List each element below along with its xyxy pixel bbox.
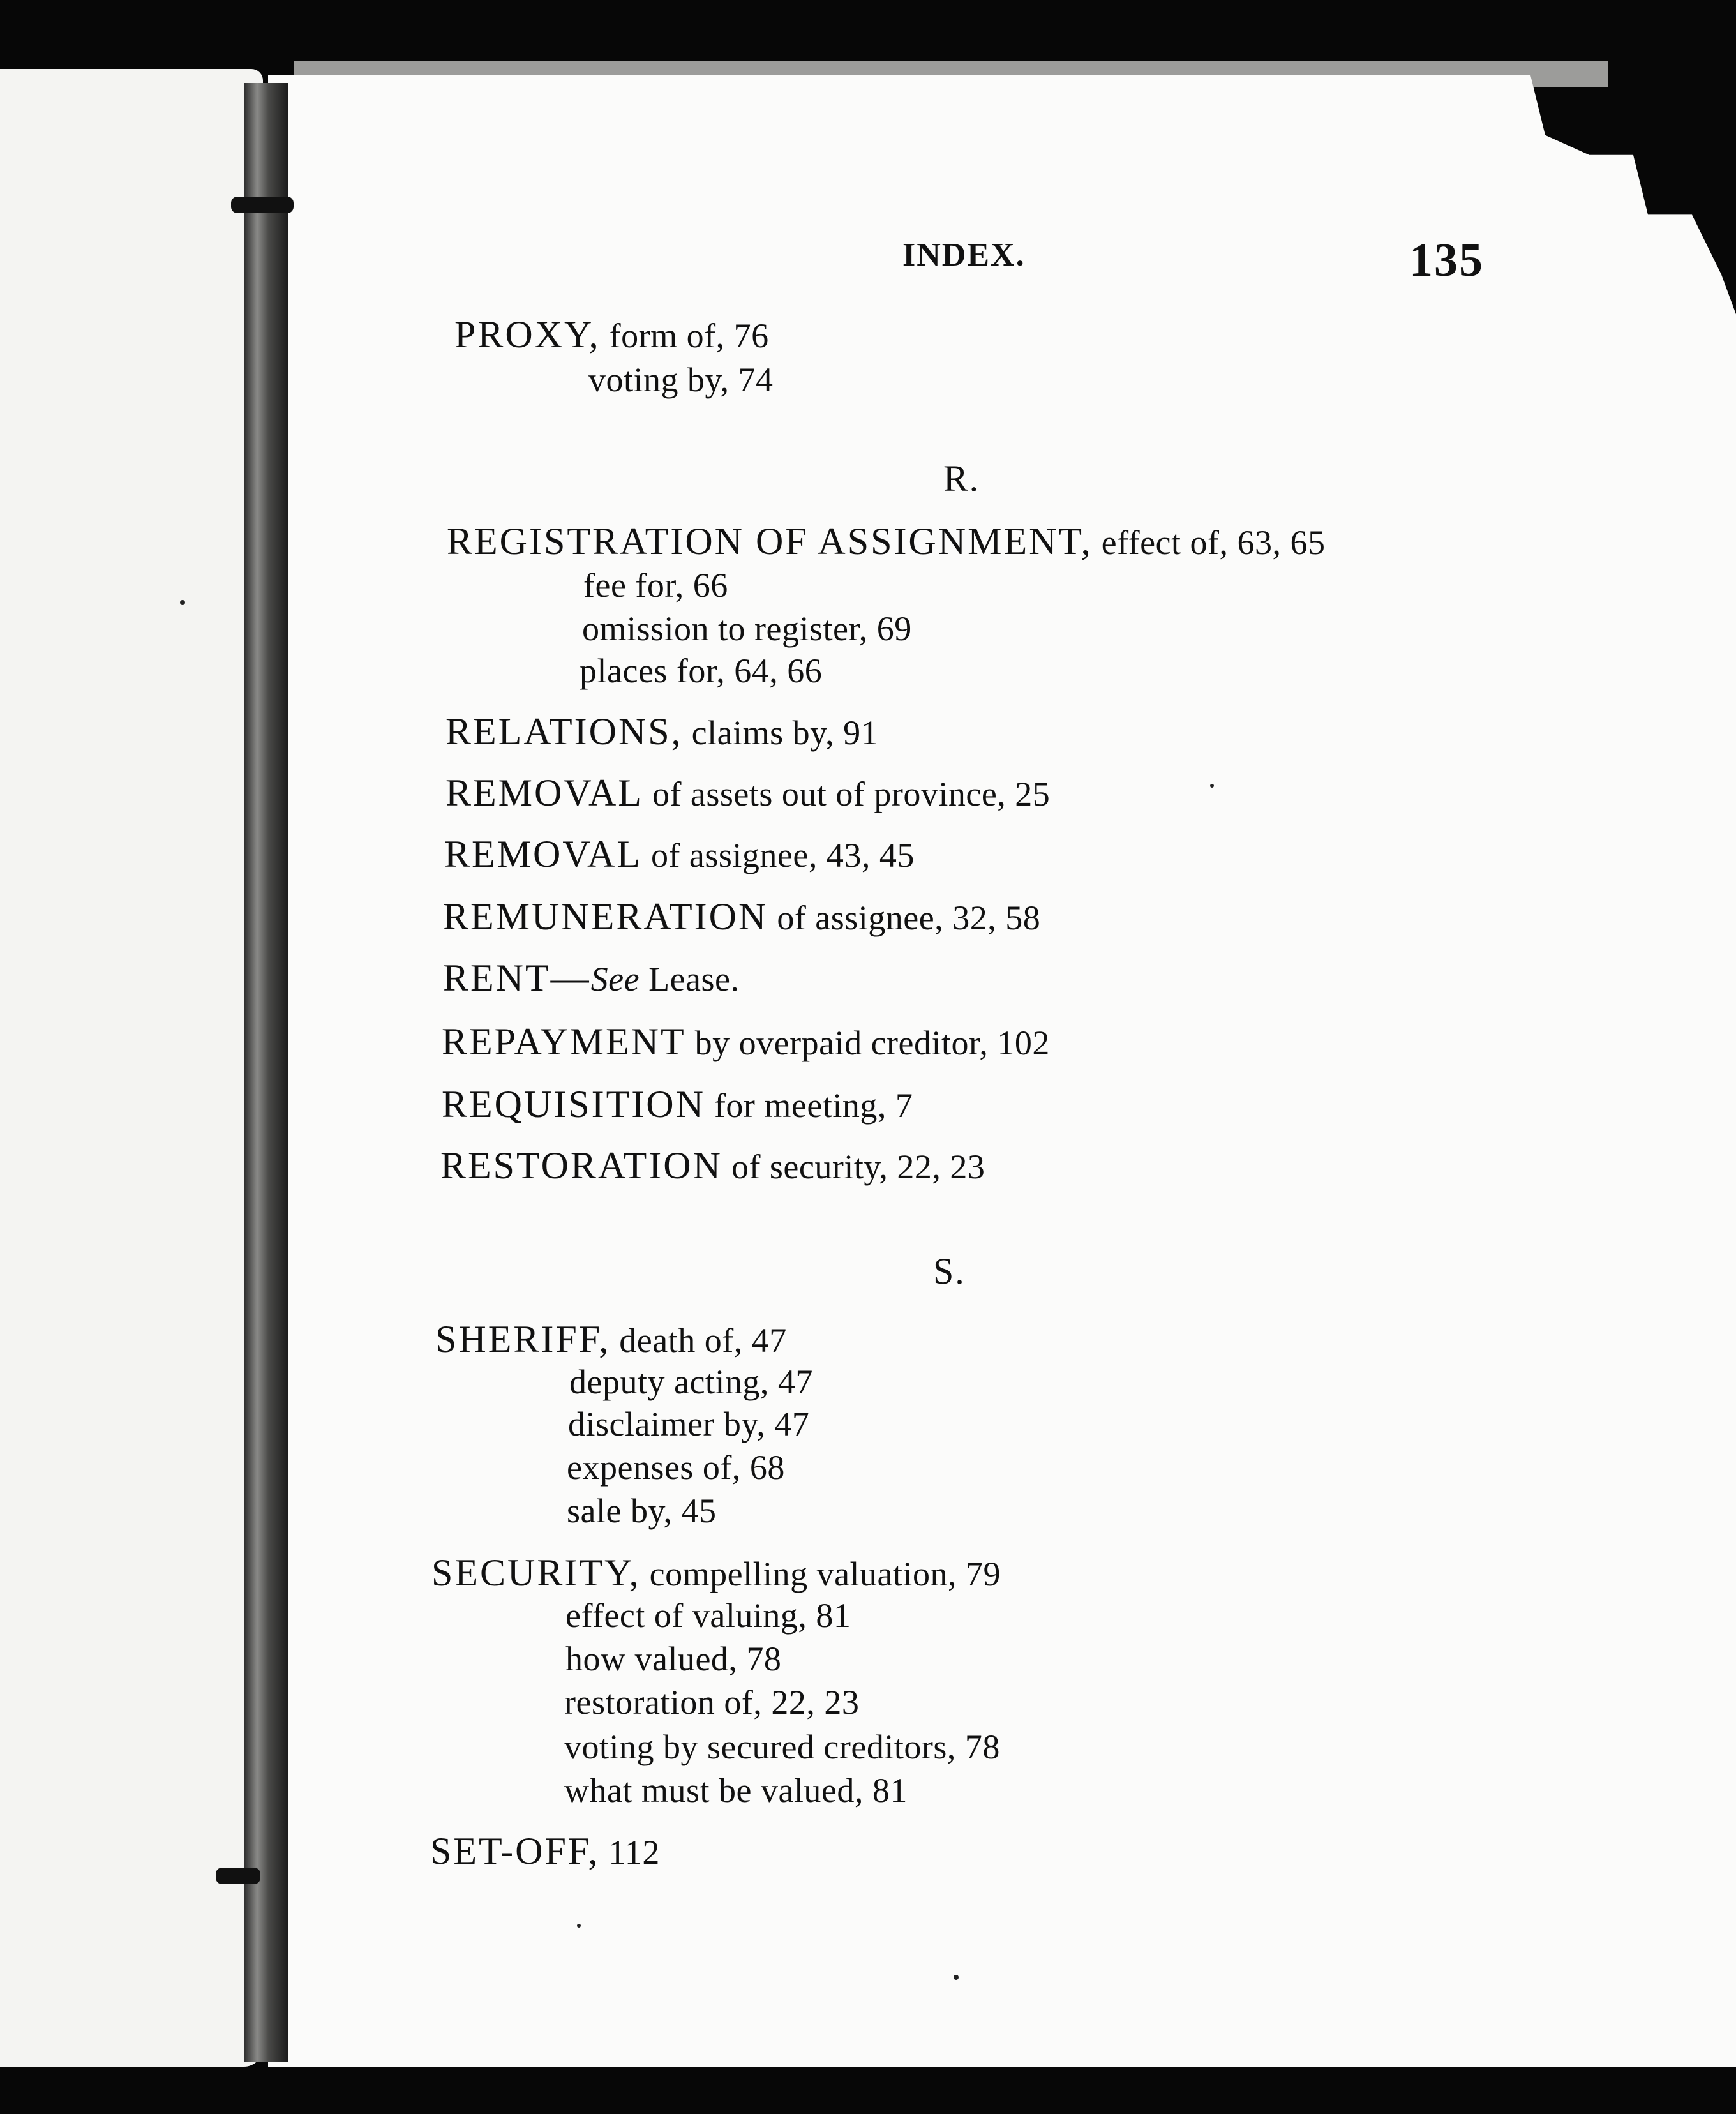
index-entry-removal-assets — [445, 771, 1050, 815]
index-entry-set-off — [430, 1829, 660, 1873]
entry-head: REMOVAL — [444, 833, 642, 875]
index-entry-restoration — [440, 1144, 985, 1188]
facing-page — [0, 69, 263, 2067]
index-entry-repayment — [442, 1020, 1050, 1064]
sub-entry: deputy acting, 47 — [569, 1363, 813, 1401]
entry-text: 112 — [599, 1833, 660, 1871]
entry-head: SET-OFF, — [430, 1830, 600, 1872]
index-entry-registration — [447, 520, 1326, 564]
entry-text: form of, 76 — [600, 317, 769, 355]
entry-text: effect of, 63, 65 — [1092, 523, 1326, 562]
sub-entry: expenses of, 68 — [567, 1448, 785, 1487]
index-entry-relations — [445, 710, 878, 754]
section-letter-s: S. — [933, 1250, 966, 1292]
sub-entry: voting by, 74 — [588, 361, 774, 399]
scan-speck — [577, 1924, 581, 1928]
entry-head: RELATIONS, — [445, 710, 683, 753]
sub-entry: voting by secured creditors, 78 — [564, 1728, 1000, 1766]
index-entry-remuneration — [443, 895, 1040, 939]
entry-text: for meeting, 7 — [705, 1086, 913, 1125]
sub-entry: sale by, 45 — [567, 1492, 717, 1530]
entry-head: SHERIFF, — [435, 1318, 611, 1360]
index-entry-security — [431, 1551, 1001, 1595]
sub-entry: what must be valued, 81 — [564, 1771, 908, 1810]
entry-head: RENT— — [443, 957, 591, 999]
binding-thread — [216, 1868, 260, 1884]
entry-text: of assets out of province, 25 — [643, 775, 1051, 813]
sub-entry: how valued, 78 — [565, 1640, 782, 1678]
index-page — [268, 75, 1736, 2067]
sub-entry: places for, 64, 66 — [580, 652, 823, 690]
book-gutter — [244, 83, 288, 2062]
scan-speck — [1210, 784, 1214, 788]
sub-entry: effect of valuing, 81 — [565, 1596, 851, 1635]
index-entry-requisition — [442, 1083, 913, 1127]
entry-head: SECURITY, — [431, 1552, 641, 1594]
entry-text: of assignee, 43, 45 — [641, 836, 915, 874]
entry-text: by overpaid creditor, 102 — [685, 1024, 1050, 1062]
entry-text: claims by, 91 — [682, 714, 879, 752]
entry-head: PROXY, — [454, 313, 601, 356]
entry-text: of security, 22, 23 — [722, 1148, 985, 1186]
entry-text: of assignee, 32, 58 — [768, 899, 1041, 937]
sub-entry: fee for, 66 — [583, 566, 728, 604]
section-letter-r: R. — [943, 458, 980, 499]
running-title: INDEX. — [902, 237, 1026, 273]
index-entry-proxy — [454, 313, 769, 357]
entry-text: compelling valuation, 79 — [640, 1555, 1001, 1593]
page-number: 135 — [1409, 234, 1484, 287]
entry-head: REMOVAL — [445, 772, 643, 814]
index-entry-sheriff — [435, 1317, 787, 1361]
sub-entry: omission to register, 69 — [582, 610, 912, 648]
scan-speck — [954, 1975, 959, 1980]
binding-thread — [231, 197, 294, 213]
entry-text: death of, 47 — [610, 1321, 787, 1360]
see-reference: See — [590, 960, 640, 998]
scan-speck — [180, 600, 185, 605]
entry-head: REMUNERATION — [443, 896, 768, 938]
index-entry-removal-assignee — [444, 832, 915, 876]
entry-head: REPAYMENT — [442, 1021, 686, 1063]
sub-entry: restoration of, 22, 23 — [564, 1683, 860, 1721]
entry-head: REGISTRATION OF ASSIGNMENT, — [447, 520, 1093, 562]
index-entry-rent — [443, 956, 740, 1000]
entry-text: Lease. — [640, 960, 740, 998]
sub-entry: disclaimer by, 47 — [568, 1405, 810, 1443]
entry-head: RESTORATION — [440, 1144, 722, 1187]
entry-head: REQUISITION — [442, 1083, 705, 1125]
